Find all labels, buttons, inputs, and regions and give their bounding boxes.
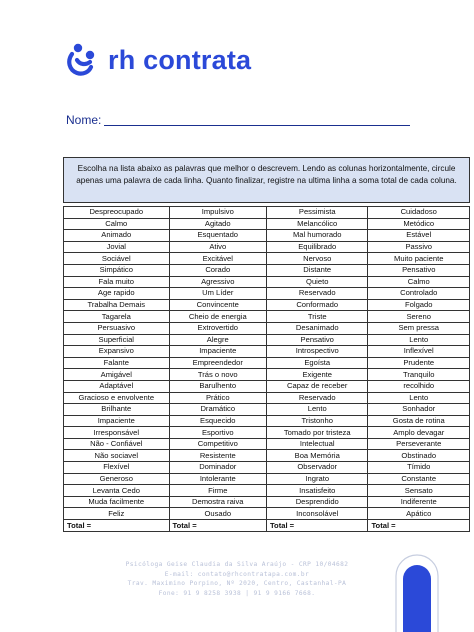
word-cell[interactable]: Superficial (64, 334, 170, 346)
word-cell[interactable]: Esportivo (169, 427, 266, 439)
word-cell[interactable]: Esquentado (169, 230, 266, 242)
word-cell[interactable]: Amigável (64, 369, 170, 381)
word-row (64, 508, 470, 520)
word-cell[interactable]: Corado (169, 264, 266, 276)
footer-psychologist: Psicóloga Geise Claudia da Silva Araújo - CRP 10/04682 (125, 561, 349, 568)
word-cell[interactable]: Tranquilo (368, 369, 470, 381)
word-cell[interactable]: Controlado (368, 288, 470, 300)
word-cell[interactable]: Egoísta (266, 357, 368, 369)
footer-phone: Fone: 91 9 8258 3938 | 91 9 9166 7668. (158, 589, 316, 597)
name-input-line[interactable] (104, 113, 410, 126)
people-link-icon (66, 43, 100, 77)
word-cell[interactable]: Apático (368, 508, 470, 520)
word-cell[interactable]: Sensato (368, 485, 470, 497)
word-cell[interactable]: Sereno (368, 311, 470, 323)
word-row (64, 485, 470, 497)
word-row (64, 207, 470, 219)
word-cell[interactable]: Persuasivo (64, 322, 170, 334)
word-cell[interactable]: Fala muito (64, 276, 170, 288)
word-cell[interactable]: Barulhento (169, 380, 266, 392)
word-cell[interactable]: Pessimista (266, 207, 368, 219)
word-row (64, 334, 470, 346)
word-row (64, 392, 470, 404)
word-row (64, 346, 470, 358)
word-cell[interactable]: Passivo (368, 241, 470, 253)
word-row (64, 230, 470, 242)
word-cell[interactable]: Lento (368, 334, 470, 346)
word-cell[interactable]: Tomado por tristeza (266, 427, 368, 439)
word-cell[interactable]: Introspectivo (266, 346, 368, 358)
word-cell[interactable]: Exigente (266, 369, 368, 381)
word-cell[interactable]: Inflexível (368, 346, 470, 358)
brand-name: rh contrata (108, 44, 252, 75)
word-row (64, 241, 470, 253)
word-cell[interactable]: Flexível (64, 462, 170, 474)
word-cell[interactable]: Simpático (64, 264, 170, 276)
word-cell[interactable]: Insatisfeito (266, 485, 368, 497)
word-cell[interactable]: Expansivo (64, 346, 170, 358)
word-cell[interactable]: Um Líder (169, 288, 266, 300)
word-row (64, 427, 470, 439)
word-cell[interactable]: Impaciente (64, 415, 170, 427)
word-cell[interactable]: Esquecido (169, 415, 266, 427)
word-cell[interactable]: Perseverante (368, 438, 470, 450)
word-row (64, 380, 470, 392)
word-cell[interactable]: Desanimado (266, 322, 368, 334)
word-row (64, 438, 470, 450)
word-cell[interactable]: Demostra raiva (169, 496, 266, 508)
word-cell[interactable]: Melancólico (266, 218, 368, 230)
word-table (63, 206, 470, 532)
word-cell[interactable]: Observador (266, 462, 368, 474)
word-cell[interactable]: Excitável (169, 253, 266, 265)
word-cell[interactable]: Estável (368, 230, 470, 242)
word-cell[interactable]: Trabalha Demais (64, 299, 170, 311)
word-row (64, 322, 470, 334)
word-row (64, 415, 470, 427)
word-cell[interactable]: Prático (169, 392, 266, 404)
word-row (64, 253, 470, 265)
word-cell[interactable]: Conformado (266, 299, 368, 311)
word-cell[interactable]: Age rapido (64, 288, 170, 300)
word-row (64, 496, 470, 508)
word-cell[interactable]: Amplo devagar (368, 427, 470, 439)
instructions-box: Escolha na lista abaixo as palavras que melhor o descrevem. Lendo as colunas horizontalmente, circule apenas uma palavra de cada linha. Quanto finalizar, registre na ultima linha a soma total de cada coluna. (63, 157, 470, 203)
word-cell[interactable]: Impulsivo (169, 207, 266, 219)
total-cell[interactable]: Total = (64, 520, 170, 532)
totals-row (64, 520, 470, 532)
word-cell[interactable]: Não sociavel (64, 450, 170, 462)
word-cell[interactable]: Reservado (266, 288, 368, 300)
word-cell[interactable]: Intolerante (169, 473, 266, 485)
word-cell[interactable]: Sociável (64, 253, 170, 265)
word-cell[interactable]: Boa Memória (266, 450, 368, 462)
word-cell[interactable]: Alegre (169, 334, 266, 346)
word-row (64, 311, 470, 323)
word-cell[interactable]: Impaciente (169, 346, 266, 358)
word-row (64, 276, 470, 288)
word-cell[interactable]: Ousado (169, 508, 266, 520)
word-cell[interactable]: Ativo (169, 241, 266, 253)
word-cell[interactable]: Gracioso e envolvente (64, 392, 170, 404)
word-cell[interactable]: Firme (169, 485, 266, 497)
word-cell[interactable]: Capaz de receber (266, 380, 368, 392)
word-row (64, 450, 470, 462)
word-cell[interactable]: Generoso (64, 473, 170, 485)
word-row (64, 357, 470, 369)
total-cell[interactable]: Total = (368, 520, 470, 532)
word-row (64, 473, 470, 485)
word-cell[interactable]: Constante (368, 473, 470, 485)
word-row (64, 299, 470, 311)
word-cell[interactable]: Despreocupado (64, 207, 170, 219)
word-cell[interactable]: Pensativo (266, 334, 368, 346)
word-cell[interactable]: Lento (368, 392, 470, 404)
word-cell[interactable]: Agitado (169, 218, 266, 230)
word-cell[interactable]: Folgado (368, 299, 470, 311)
word-cell[interactable]: Animado (64, 230, 170, 242)
word-cell[interactable]: Tímido (368, 462, 470, 474)
word-cell[interactable]: Intelectual (266, 438, 368, 450)
word-row (64, 404, 470, 416)
word-row (64, 264, 470, 276)
word-cell[interactable]: Inconsolável (266, 508, 368, 520)
word-cell[interactable]: Cheio de energia (169, 311, 266, 323)
word-cell[interactable]: Lento (266, 404, 368, 416)
word-cell[interactable]: Ingrato (266, 473, 368, 485)
word-cell[interactable]: Sonhador (368, 404, 470, 416)
total-cell[interactable]: Total = (266, 520, 368, 532)
word-cell[interactable]: Calmo (64, 218, 170, 230)
total-cell[interactable]: Total = (169, 520, 266, 532)
word-cell[interactable]: Levanta Cedo (64, 485, 170, 497)
word-cell[interactable]: Pensativo (368, 264, 470, 276)
word-cell[interactable]: Distante (266, 264, 368, 276)
word-cell[interactable]: Calmo (368, 276, 470, 288)
word-cell[interactable]: Triste (266, 311, 368, 323)
brand-logo (66, 40, 251, 80)
name-label: Nome: (66, 113, 102, 127)
word-cell[interactable]: Muda facilmente (64, 496, 170, 508)
word-cell[interactable]: Tagarela (64, 311, 170, 323)
word-row (64, 369, 470, 381)
word-cell[interactable]: Indiferente (368, 496, 470, 508)
word-cell[interactable]: Dramático (169, 404, 266, 416)
word-row (64, 462, 470, 474)
word-row (64, 288, 470, 300)
name-field[interactable] (66, 112, 410, 126)
word-cell[interactable]: Feliz (64, 508, 170, 520)
word-cell[interactable]: Irresponsável (64, 427, 170, 439)
word-cell[interactable]: Dominador (169, 462, 266, 474)
word-cell[interactable]: Sem pressa (368, 322, 470, 334)
word-cell[interactable]: Jovial (64, 241, 170, 253)
word-cell[interactable]: Prudente (368, 357, 470, 369)
word-cell[interactable]: Desprendido (266, 496, 368, 508)
word-cell[interactable]: Extrovertido (169, 322, 266, 334)
word-cell[interactable]: Gosta de rotina (368, 415, 470, 427)
word-cell[interactable]: Quieto (266, 276, 368, 288)
personality-worksheet (63, 157, 470, 532)
footer-email: E-mail: contato@rhcontratapa.com.br (164, 570, 310, 578)
word-cell[interactable]: recolhido (368, 380, 470, 392)
word-cell[interactable]: Reservado (266, 392, 368, 404)
word-cell[interactable]: Convincente (169, 299, 266, 311)
word-cell[interactable]: Falante (64, 357, 170, 369)
footer-address: Trav. Maximino Porpino, Nº 2020, Centro, Castanhal-PA (127, 580, 347, 588)
word-cell[interactable]: Equilibrado (266, 241, 368, 253)
word-cell[interactable]: Competitivo (169, 438, 266, 450)
word-row (64, 218, 470, 230)
word-cell[interactable]: Brilhante (64, 404, 170, 416)
word-cell[interactable]: Resistente (169, 450, 266, 462)
word-cell[interactable]: Adaptável (64, 380, 170, 392)
word-cell[interactable]: Metódico (368, 218, 470, 230)
word-cell[interactable]: Nervoso (266, 253, 368, 265)
word-cell[interactable]: Obstinado (368, 450, 470, 462)
word-cell[interactable]: Agressivo (169, 276, 266, 288)
word-cell[interactable]: Não - Confiável (64, 438, 170, 450)
word-cell[interactable]: Cuidadoso (368, 207, 470, 219)
word-cell[interactable]: Trás o novo (169, 369, 266, 381)
decorative-arch-icon (394, 552, 440, 632)
word-cell[interactable]: Empreendedor (169, 357, 266, 369)
word-cell[interactable]: Mal humorado (266, 230, 368, 242)
word-cell[interactable]: Tristonho (266, 415, 368, 427)
word-cell[interactable]: Muito paciente (368, 253, 470, 265)
